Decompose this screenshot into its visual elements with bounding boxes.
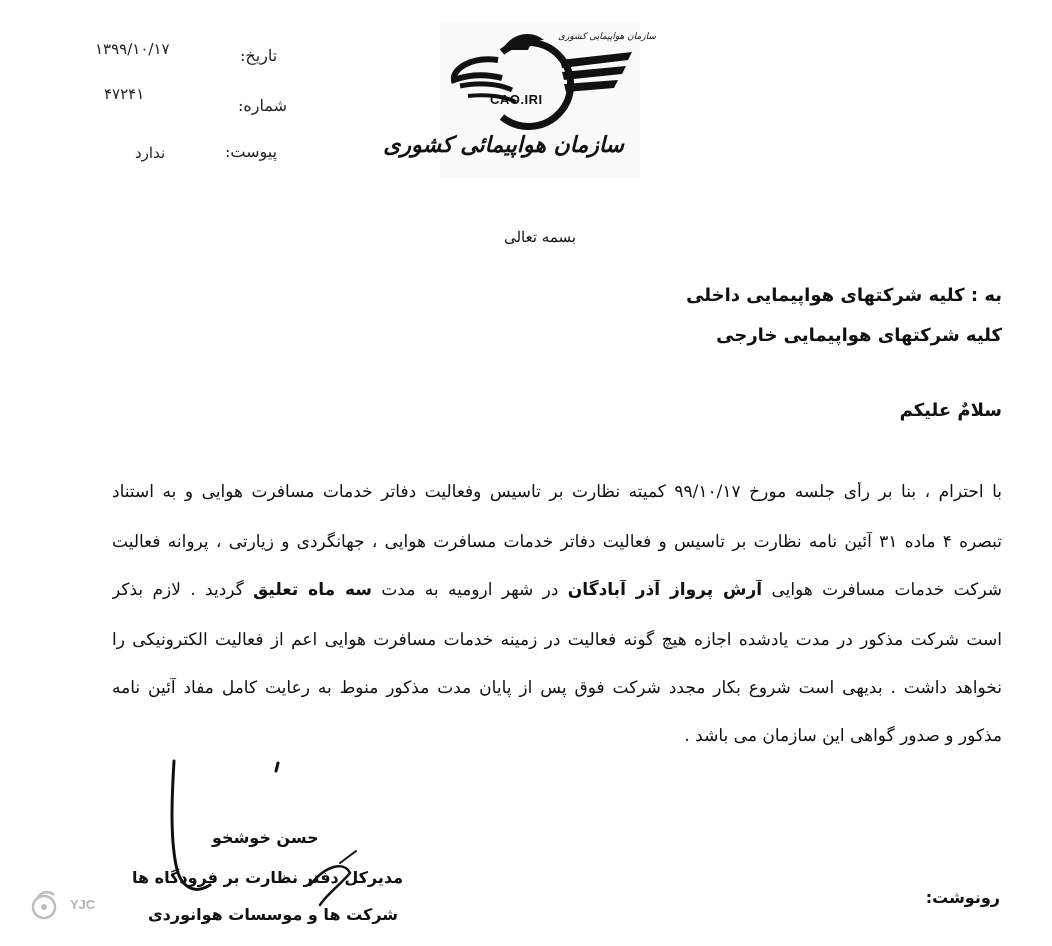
logo-cao-text: CAO.IRI (490, 92, 543, 107)
date-value: ۱۳۹۹/۱۰/۱۷ (95, 40, 170, 58)
attachment-value: ندارد (135, 144, 166, 162)
body-line-3-b: در شهر ارومیه به مدت (372, 580, 568, 600)
logo-org-name: سازمان هواپیمائی کشوری (383, 132, 624, 158)
date-label: تاریخ: (240, 46, 278, 65)
body-line-6: مذکور و صدور گواهی این سازمان می باشد . (684, 726, 1002, 746)
cao-logo (383, 22, 656, 177)
body-line-5: نخواهد داشت . بدیهی است شروع بکار مجدد شرکت فوق پس از پایان مدت مذکور منوط به رعایت کامل مفاد آئین نامه (112, 678, 1002, 698)
body-line-3-c: گردید . لازم بذکر (112, 580, 254, 600)
number-label: شماره: (238, 96, 288, 115)
suspension-duration: سه ماه تعلیق (253, 580, 373, 600)
yjc-watermark (28, 885, 108, 925)
signatory-name: حسن خوشخو (212, 828, 319, 847)
body-line-4: است شرکت مذکور در مدت یادشده اجازه هیچ گونه فعالیت در زمینه خدمات مسافرت هوایی اعم از فعالیت الکترونیکی را (112, 630, 1002, 650)
bismillah-heading: بسمه تعالی (503, 228, 577, 246)
body-line-1: با احترام ، بنا بر رأی جلسه مورخ ۹۹/۱۰/۱۷ کمیته نظارت بر تاسیس وفعالیت دفاتر خدمات مسافرت هوایی و به استناد (112, 482, 1002, 502)
yjc-logo-icon (28, 887, 64, 923)
cc-label: رونوشت: (925, 888, 1000, 907)
body-line-2: تبصره ۴ ماده ۳۱ آئین نامه نظارت بر تاسیس و فعالیت دفاتر خدمات مسافرت هوایی ، جهانگردی و زیارتی ، پروانه فعالیت (112, 532, 1002, 552)
body-line-3 (112, 580, 1002, 600)
greeting: سلامٌ علیکم (899, 400, 1002, 421)
number-value: ۴۷۲۴۱ (104, 85, 145, 103)
recipient-line-2: کلیه شرکتهای هواپیمایی خارجی (716, 325, 1002, 346)
logo-small-text: سازمان هواپیمایی کشوری (558, 32, 656, 42)
signatory-title-2: شرکت ها و موسسات هوانوردی (148, 905, 399, 924)
watermark-text: YJC (70, 897, 96, 912)
attachment-label: پیوست: (225, 142, 278, 161)
company-name: آرش پرواز آذر آبادگان (567, 580, 763, 600)
body-line-3-a: شرکت خدمات مسافرت هوایی (762, 580, 1002, 600)
signatory-title-1: مدیرکل دفتر نظارت بر فرودگاه ها (132, 868, 404, 887)
recipient-line-1: به : کلیه شرکتهای هواپیمایی داخلی (686, 285, 1002, 306)
